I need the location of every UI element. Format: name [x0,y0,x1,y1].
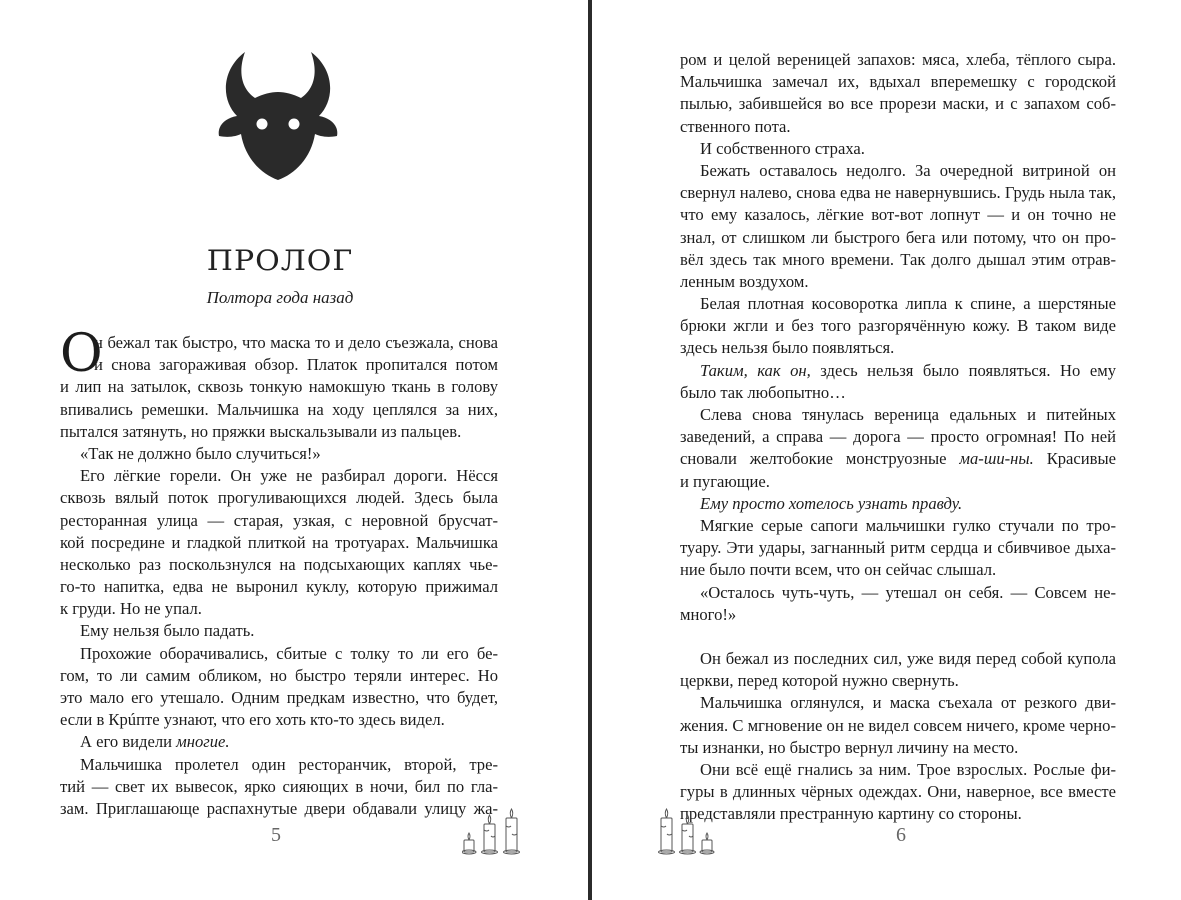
text-line: свернул налево, снова едва не навернувшись. Грудь ныла так, [680,183,1116,203]
text-line: гуры в длинных чёрных одеждах. Они, наверное, все вместе [680,782,1116,802]
text-line: ты изнанки, но быстро вернул личину на место. [680,737,1019,757]
book-gutter [588,0,592,900]
text-line: пытался затянуть, но пряжки выскальзывали из пальцев. [60,421,462,441]
text-line: Мягкие серые сапоги мальчишки гулко стучали по тро- [700,515,1116,535]
text-line: тий — свет их вывесок, ярко сияющих в ночи, бил по гла- [60,776,498,796]
text-line: А его видели многие. [80,732,230,752]
text-line: зам. Приглашающе распахнутые двери обдавали улицу жа- [60,798,498,818]
right-page-text [680,49,1116,826]
candles-icon [658,808,718,856]
text-line: н бежал так быстро, что маска то и дело съезжала, снова [94,333,498,352]
text-line: Слева снова тянулась вереница едальных и питейных [700,405,1116,424]
text-line: «Так не должно было случиться!» [80,443,321,463]
text-line: и пугающие. [680,471,770,491]
text-line: ром и целой вереницей запахов: мяса, хлеба, тёплого сыра. [680,50,1116,69]
text-line: жения. С мгновение он не видел совсем ничего, кроме черно- [680,715,1116,735]
text-line: и лип на затылок, сквозь тонкую намокшую ткань в голову [60,377,498,397]
text-line: Мальчишка пролетел один ресторанчик, второй, тре- [80,754,498,774]
text-line: заведений, а справа — дорога — просто огромная! По ней [680,427,1116,447]
text-line: сквозь вялый поток прогуливающихся людей. Здесь была [60,488,498,508]
text-line: если в Крúпте узнают, что его хоть кто-то здесь видел. [60,710,445,730]
text-line: ственного пота. [680,116,791,136]
page-number-right: 6 [896,824,906,846]
left-page-text [60,324,498,820]
candles-icon [462,808,522,856]
text-line: здесь нельзя было появляться. [680,338,895,358]
section-break [680,626,1116,648]
text-line: туару. Эти удары, загнанный ритм сердца и сбивчивое дыха- [680,538,1116,558]
page-number-left: 5 [271,824,281,846]
text-line: и снова загораживая обзор. Платок пропитался потом [94,355,498,375]
drop-cap: О [60,324,103,384]
right-page [594,0,1181,900]
chapter-title: ПРОЛОГ [206,245,354,278]
text-line: И собственного страха. [700,138,865,158]
text-line: пылью, забившейся во все прорези маски, и с запахом соб- [680,94,1116,114]
text-line: «Осталось чуть-чуть, — утешал он себя. — Совсем не- [700,582,1116,602]
text-line: Таким, как он, здесь нельзя было появляться. Но ему [700,360,1116,380]
text-line: Ему нельзя было падать. [80,621,255,641]
text-line: это мало его утешало. Одним предкам известно, что будет, [60,688,498,707]
horned-mask-icon [215,50,341,182]
text-line: церкви, перед которой нужно свернуть. [680,671,959,691]
text-line: сновали желтобокие монструозные ма-ши-ны. Красивые [680,449,1117,469]
text-line: Бежать оставалось недолго. За очередной витриной он [700,160,1116,180]
text-line: ресторанная улица — старая, узкая, с неровной брусчат- [60,510,498,530]
text-line: ние было почти всем, что он сейчас слышал. [680,560,997,580]
text-line: несколько раз поскользнулся на подсыхающих каплях чье- [60,554,498,574]
text-line: знал, от слишком ли быстрого бега или потому, что он про- [680,227,1116,247]
text-line: брюки жгли и без того разгорячённую кожу. В таком виде [680,316,1116,336]
text-line: впивались ремешки. Мальчишка на ходу цеплялся за них, [60,399,498,419]
text-line: Ему просто хотелось узнать правду. [700,493,963,513]
text-line: Мальчишка оглянулся, и маска съехала от резкого дви- [700,693,1116,713]
left-page [0,0,588,900]
text-line: было так любопытно… [680,382,846,402]
text-line: гом, то ли самим обликом, но быстро теряли интерес. Но [60,665,498,685]
text-line: ленным воздухом. [680,271,809,291]
text-line: Прохожие оборачивались, сбитые с толку то ли его бе- [80,643,498,663]
text-line: Белая плотная косоворотка липла к спине, а шерстяные [700,294,1116,314]
text-line: кой посредине и гладкой плиткой на тротуарах. Мальчишка [60,532,498,552]
text-line: Мальчишка замечал их, вдыхал вперемешку с городской [680,72,1116,92]
text-line: много!» [680,604,737,624]
text-line: го-то напитка, едва не выронил куклу, которую прижимал [60,577,498,597]
text-line: вёл здесь так много времени. Так долго дышал этим отрав- [680,249,1116,269]
text-line: что ему казалось, лёгкие вот-вот лопнут — и он точно не [680,205,1116,225]
text-line: к груди. Но не упал. [60,599,202,619]
text-line: представляли престранную картину со стороны. [680,804,1022,824]
text-line: Он бежал из последних сил, уже видя перед собой купола [700,649,1116,669]
text-line: Они всё ещё гнались за ним. Трое взрослых. Рослые фи- [700,760,1116,779]
chapter-subtitle: Полтора года назад [206,288,354,307]
text-line: Его лёгкие горели. Он уже не разбирал дороги. Нёсся [80,466,498,486]
